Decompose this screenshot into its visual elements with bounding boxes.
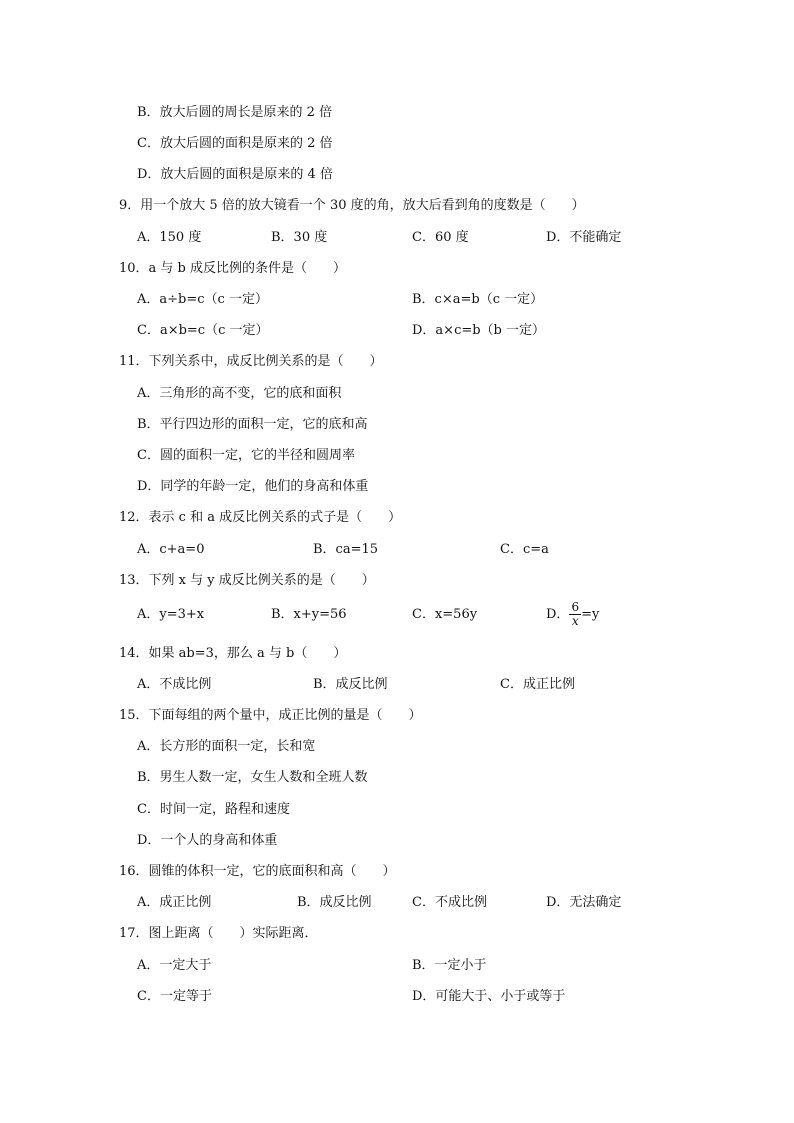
q16-stem: 16．圆锥的体积一定，它的底面积和高（ ） xyxy=(119,864,396,879)
q12-option-a: A．c+a=0 xyxy=(137,542,205,557)
q17-stem: 17．图上距离（ ）实际距离． xyxy=(119,926,318,941)
q16-option-d: D．无法确定 xyxy=(546,895,622,910)
q17-option-a: A．一定大于 xyxy=(137,958,212,973)
q9-option-c: C．60 度 xyxy=(412,230,469,245)
q13-option-d-suffix: =y xyxy=(581,607,600,622)
fraction-numerator: 6 xyxy=(571,600,580,614)
q10-stem: 10．a 与 b 成反比例的条件是（ ） xyxy=(119,261,347,276)
q12-option-b: B．ca=15 xyxy=(313,542,379,557)
fraction xyxy=(569,601,581,628)
q9-stem: 9．用一个放大 5 倍的放大镜看一个 30 度的角，放大后看到角的度数是（ ） xyxy=(119,198,585,213)
q11-option-b: B．平行四边形的面积一定，它的底和高 xyxy=(137,417,368,432)
fraction-denominator: x xyxy=(571,614,579,628)
q10-option-a: A．a÷b=c（c 一定） xyxy=(137,292,268,307)
q10-option-b: B．c×a=b（c 一定） xyxy=(412,292,544,307)
q13-option-a: A．y=3+x xyxy=(137,607,205,622)
q11-stem: 11．下列关系中，成反比例关系的是（ ） xyxy=(119,354,383,369)
q16-option-b: B．成反比例 xyxy=(297,895,372,910)
q14-stem: 14．如果 ab=3，那么 a 与 b（ ） xyxy=(119,646,347,661)
q12-option-c: C．c=a xyxy=(500,542,549,557)
q15-option-b: B．男生人数一定，女生人数和全班人数 xyxy=(137,770,368,785)
q10-option-c: C．a×b=c（c 一定） xyxy=(137,323,269,338)
q14-option-b: B．成反比例 xyxy=(313,677,388,692)
q12-stem: 12．表示 c 和 a 成反比例关系的式子是（ ） xyxy=(119,510,402,525)
q11-option-d: D．同学的年龄一定，他们的身高和体重 xyxy=(137,479,369,494)
q13-option-d-prefix: D． xyxy=(546,607,570,622)
q15-option-a: A．长方形的面积一定，长和宽 xyxy=(137,739,316,754)
q15-option-c: C．时间一定，路程和速度 xyxy=(137,802,290,817)
q13-stem: 13．下列 x 与 y 成反比例关系的是（ ） xyxy=(119,573,375,588)
q15-option-d: D．一个人的身高和体重 xyxy=(137,833,278,848)
q16-option-c: C．不成比例 xyxy=(412,895,487,910)
q16-option-a: A．成正比例 xyxy=(137,895,212,910)
q17-option-c: C．一定等于 xyxy=(137,989,212,1004)
q15-stem: 15．下面每组的两个量中，成正比例的量是（ ） xyxy=(119,708,422,723)
q8-option-c: C．放大后圆的面积是原来的 2 倍 xyxy=(137,136,333,151)
q9-option-d: D．不能确定 xyxy=(546,230,622,245)
q10-option-d: D．a×c=b（b 一定） xyxy=(412,323,546,338)
q14-option-a: A．不成比例 xyxy=(137,677,212,692)
q17-option-b: B．一定小于 xyxy=(412,958,487,973)
q13-option-c: C．x=56y xyxy=(412,607,478,622)
q11-option-a: A．三角形的高不变，它的底和面积 xyxy=(137,386,342,401)
q14-option-c: C．成正比例 xyxy=(500,677,575,692)
q17-option-d: D．可能大于、小于或等于 xyxy=(412,989,566,1004)
q9-option-a: A．150 度 xyxy=(137,230,202,245)
q11-option-c: C．圆的面积一定，它的半径和圆周率 xyxy=(137,448,355,463)
q9-option-b: B．30 度 xyxy=(271,230,328,245)
q13-option-d xyxy=(546,598,599,632)
q13-option-b: B．x+y=56 xyxy=(271,607,347,622)
q8-option-d: D．放大后圆的面积是原来的 4 倍 xyxy=(137,167,333,182)
q8-option-b: B．放大后圆的周长是原来的 2 倍 xyxy=(137,105,333,120)
